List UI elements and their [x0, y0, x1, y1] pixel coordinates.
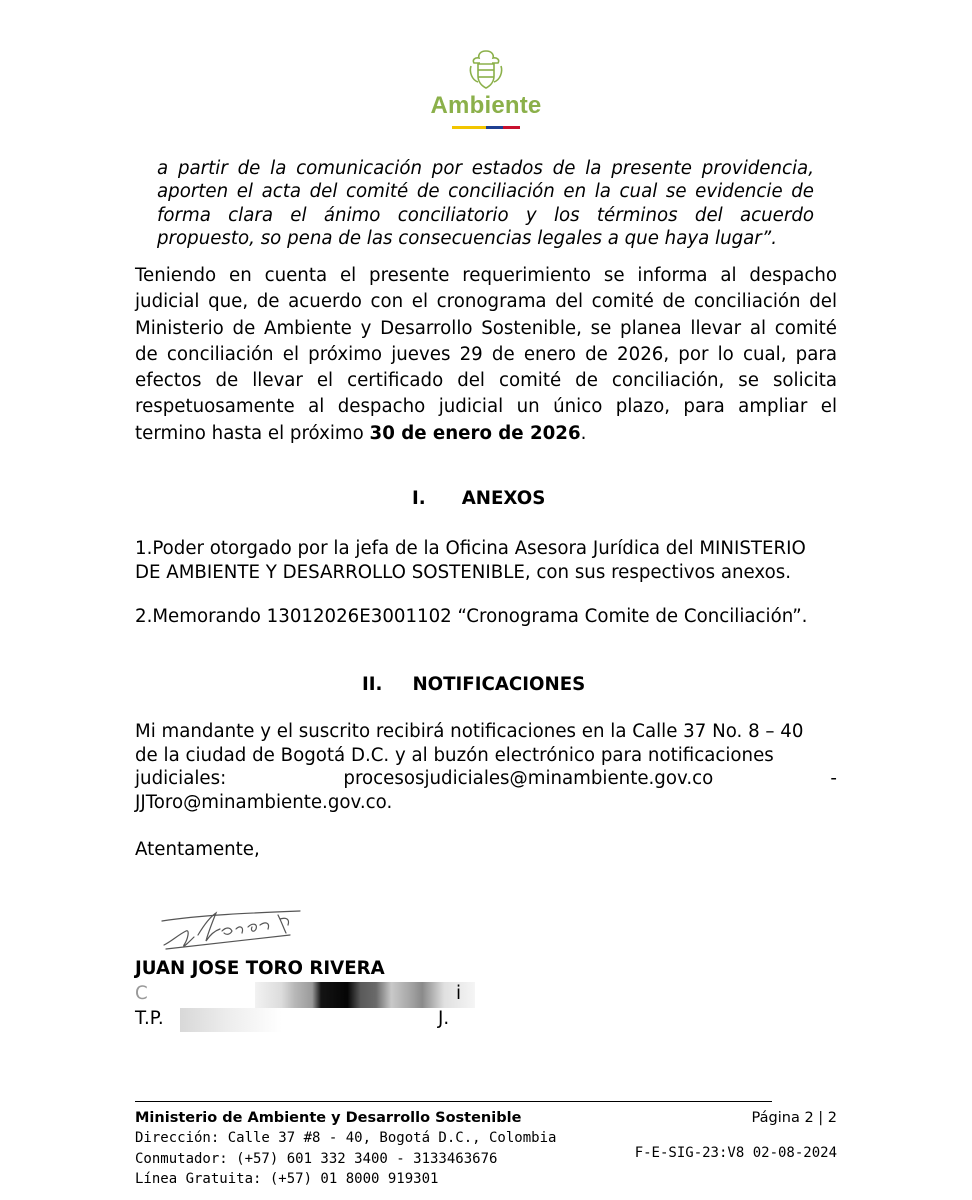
paragraph-last-period: .	[580, 422, 587, 444]
closing: Atentamente,	[135, 839, 260, 860]
footer-toll-free: Línea Gratuita: (+57) 01 8000 919301	[135, 1170, 439, 1187]
footer-divider	[135, 1101, 772, 1102]
notificaciones-paragraph	[135, 720, 837, 814]
anexo-item-1	[135, 537, 837, 584]
footer-meta	[635, 1108, 837, 1164]
quoted-order	[157, 157, 814, 250]
ministry-logo	[0, 48, 972, 129]
page-number: Página 2 | 2	[751, 1110, 837, 1126]
section-numeral: II.	[362, 674, 383, 695]
paragraph-last-text: termino hasta el próximo	[135, 422, 370, 444]
handwritten-signature	[160, 905, 310, 953]
notif-dash: -	[830, 768, 837, 789]
notif-label: judiciales:	[135, 768, 227, 789]
paragraph-line	[135, 421, 837, 447]
personal-email[interactable]: JJToro@minambiente.gov.co.	[135, 791, 393, 813]
signer-name: JUAN JOSE TORO RIVERA	[135, 958, 385, 979]
anexo-item-1-line: 1.Poder otorgado por la jefa de la Oficina Asesora Jurídica del MINISTERIO	[135, 538, 806, 559]
paragraph-line: Teniendo en cuenta el presente requerimiento se informa al despacho	[135, 265, 837, 286]
signer-tp-line	[135, 1008, 164, 1029]
request-paragraph	[135, 263, 837, 447]
footer-address: Dirección: Calle 37 #8 - 40, Bogotá D.C., Colombia	[135, 1130, 557, 1147]
section-numeral: I.	[412, 488, 426, 509]
section-title: ANEXOS	[461, 488, 546, 509]
signer-id-suffix: i	[456, 983, 462, 1004]
paragraph-line: respetuosamente al despacho judicial un único plazo, para ampliar el	[135, 396, 837, 418]
section-title: NOTIFICACIONES	[412, 674, 586, 695]
anexo-item-1-line: DE AMBIENTE Y DESARROLLO SOSTENIBLE, con sus respectivos anexos.	[135, 561, 792, 583]
coat-of-arms-icon	[466, 48, 506, 90]
quote-line: a partir de la comunicación por estados de la presente providencia,	[157, 158, 814, 179]
deadline-date: 30 de enero de 2026	[369, 422, 581, 444]
section-heading-notificaciones	[362, 674, 585, 695]
signer-tp-prefix: T.P.	[135, 1008, 164, 1029]
paragraph-line: Ministerio de Ambiente y Desarrollo Sostenible, se planea llevar al comité	[135, 317, 837, 339]
signer-tp-suffix: J.	[438, 1008, 450, 1029]
signer-id-line	[135, 983, 148, 1004]
redaction-block	[255, 982, 475, 1008]
footer-org: Ministerio de Ambiente y Desarrollo Sostenible	[135, 1110, 522, 1126]
footer-contact	[135, 1108, 556, 1189]
paragraph-line: efectos de llevar el certificado del comité de conciliación, se solicita	[135, 370, 837, 392]
quote-line: forma clara el ánimo conciliatorio y los términos del acuerdo	[157, 204, 814, 226]
document-code: F-E-SIG-23:V8 02-08-2024	[634, 1145, 837, 1162]
footer-phone: Conmutador: (+57) 601 332 3400 - 3133463676	[135, 1150, 498, 1167]
paragraph-line: de conciliación el próximo jueves 29 de enero de 2026, por lo cual, para	[135, 343, 837, 365]
anexo-item-2: 2.Memorando 13012026E3001102 “Cronograma Comite de Conciliación”.	[135, 606, 808, 627]
notif-line: Mi mandante y el suscrito recibirá notificaciones en la Calle 37 No. 8 – 40	[135, 721, 804, 742]
section-heading-anexos	[412, 488, 545, 509]
signer-id-prefix: C	[135, 983, 148, 1004]
notif-line: de la ciudad de Bogotá D.C. y al buzón electrónico para notificaciones	[135, 744, 774, 766]
notif-line	[135, 767, 837, 791]
quote-line: propuesto, so pena de las consecuencias legales a que haya lugar”.	[157, 227, 777, 249]
paragraph-line: judicial que, de acuerdo con el cronograma del comité de conciliación del	[135, 291, 837, 313]
flag-stripe	[452, 126, 520, 129]
quote-line: aporten el acta del comité de conciliación en la cual se evidencie de	[157, 181, 814, 203]
logo-text: Ambiente	[430, 92, 542, 119]
judicial-email[interactable]: procesosjudiciales@minambiente.gov.co	[343, 768, 714, 789]
redaction-block	[180, 1008, 435, 1032]
